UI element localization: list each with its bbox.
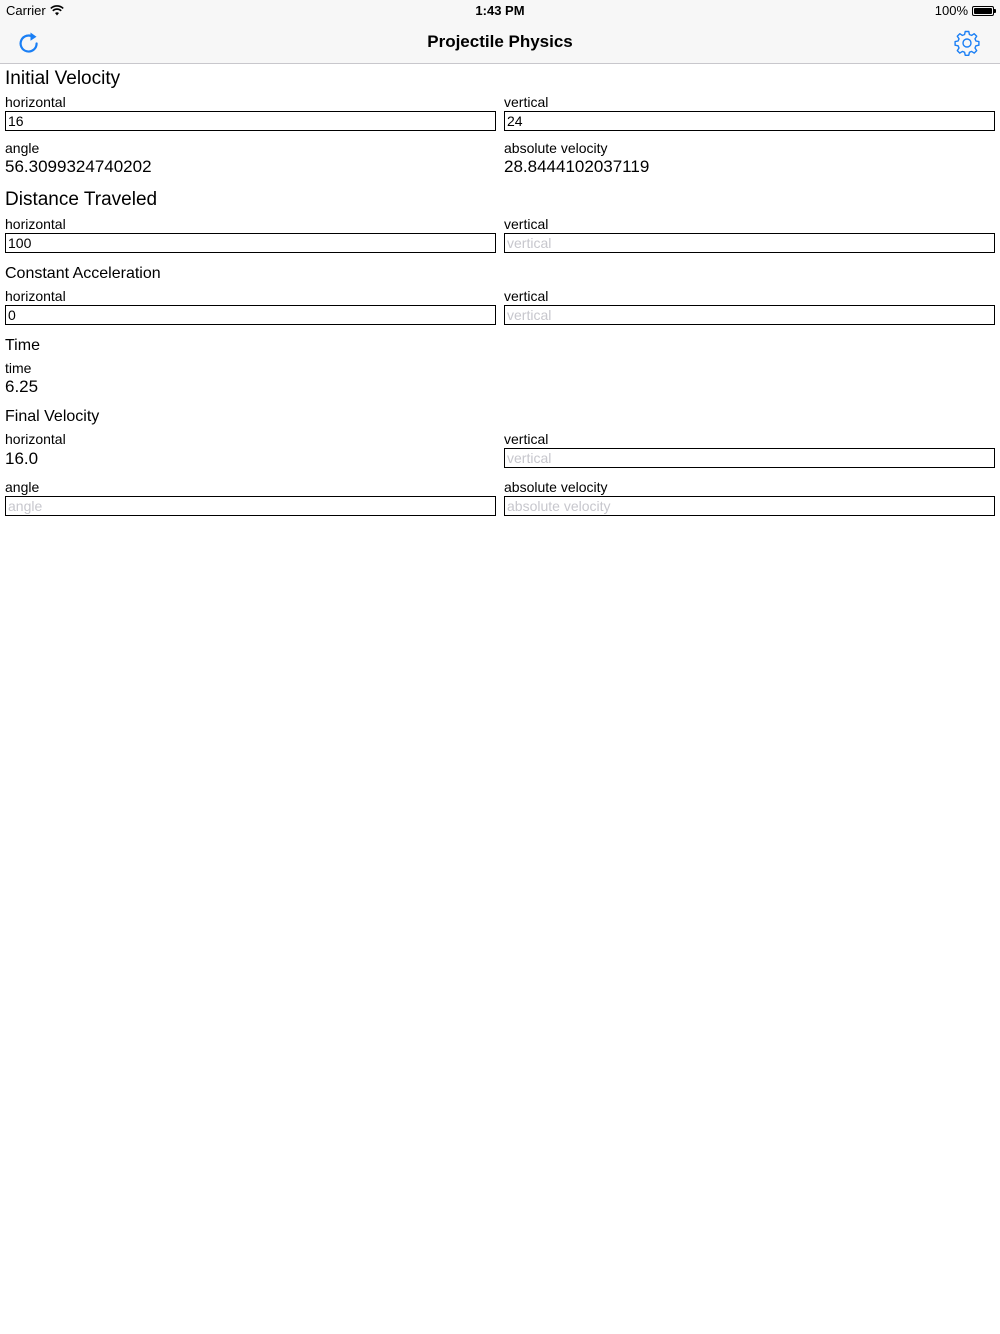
navigation-bar [0,22,1000,64]
page-title: Projectile Physics [427,32,573,51]
settings-button[interactable] [952,28,982,58]
initial-horizontal-input[interactable] [5,111,496,131]
time-title: Time [5,337,40,354]
initial-vertical-label: vertical [504,94,549,110]
acceleration-vertical-input[interactable] [504,305,995,325]
status-time: 1:43 PM [475,3,525,18]
initial-angle-label: angle [5,140,40,156]
initial-horizontal-label: horizontal [5,94,66,110]
time-label: time [5,360,32,376]
gear-icon [954,30,980,56]
acceleration-horizontal-input[interactable] [5,305,496,325]
acceleration-horizontal-label: horizontal [5,288,66,304]
final-vertical-label: vertical [504,431,549,447]
status-right [935,3,994,18]
initial-angle-value: 56.3099324740202 [5,157,152,176]
initial-absolute-label: absolute velocity [504,140,608,156]
battery-fill [974,8,992,14]
final-horizontal-label: horizontal [5,431,66,447]
distance-title: Distance Traveled [5,189,158,210]
carrier-label: Carrier [6,3,46,18]
distance-horizontal-label: horizontal [5,216,66,232]
final-angle-input[interactable] [5,496,496,516]
final-absolute-label: absolute velocity [504,479,608,495]
initial-absolute-value: 28.8444102037119 [504,157,650,176]
final-horizontal-value: 16.0 [5,449,39,468]
distance-horizontal-input[interactable] [5,233,496,253]
final-absolute-input[interactable] [504,496,995,516]
acceleration-title: Constant Acceleration [5,265,161,282]
battery-icon [972,6,994,16]
battery-percent: 100% [934,3,968,18]
distance-vertical-input[interactable] [504,233,995,253]
time-value: 6.25 [5,377,39,396]
status-bar [0,0,1000,22]
initial-vertical-input[interactable] [504,111,995,131]
distance-vertical-label: vertical [504,216,549,232]
initial-velocity-title: Initial Velocity [5,68,121,89]
acceleration-vertical-label: vertical [504,288,549,304]
final-vertical-input[interactable] [504,448,995,468]
final-velocity-title: Final Velocity [5,408,100,425]
final-angle-label: angle [5,479,40,495]
